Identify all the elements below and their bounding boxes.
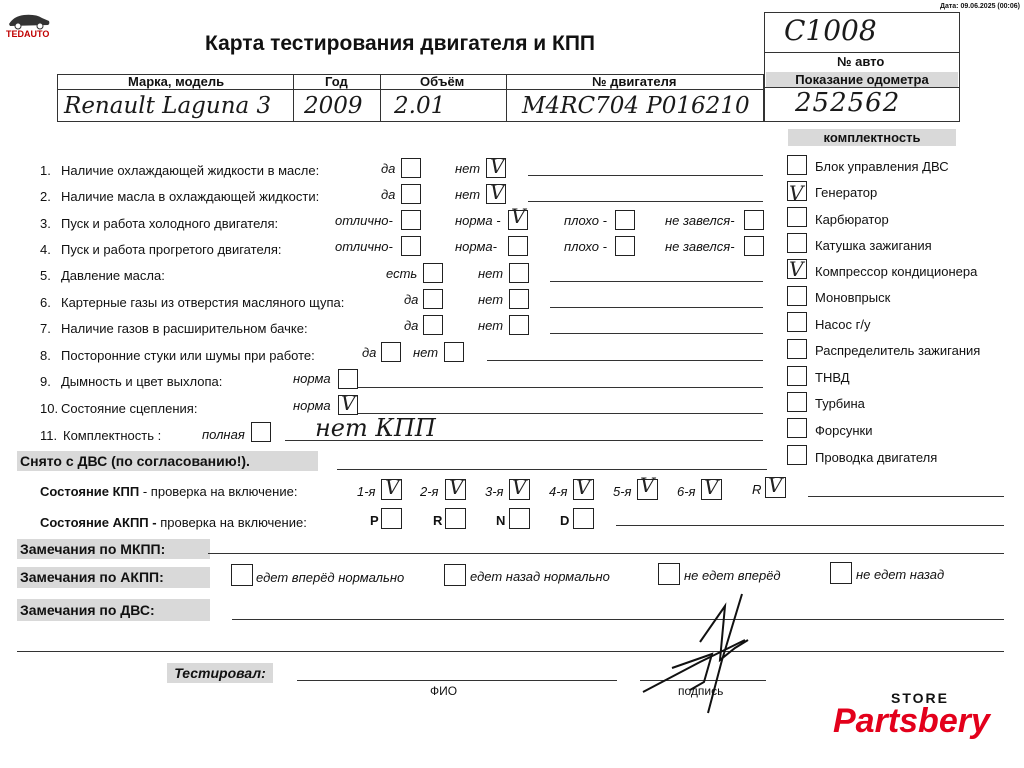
completeness-checkbox-3[interactable] [787,233,807,253]
akpp-label-rest: проверка на включение: [156,515,307,530]
akpp-n-label: N [496,513,506,528]
item-4-num: 4. [40,242,51,257]
akpp-n-checkbox[interactable] [509,508,530,529]
odometer-value: 252562 [795,88,901,118]
item-8-opt-no: нет [413,345,439,360]
akpp-no-forward-label: не едет вперёд [684,568,781,583]
gear-3-label: 3-я [485,484,504,499]
akpp-forward-ok-label: едет вперёд нормально [256,570,405,585]
completeness-item-9: Турбина [815,396,865,411]
kpp-label [40,484,297,499]
gear-5-label: 5-я [613,484,632,499]
gear-r-label: R [752,482,762,497]
item-5-no-checkbox[interactable] [509,263,529,283]
item-10-num: 10. [40,401,59,416]
akpp-label-bold: Состояние АКПП - [40,515,157,530]
item-6-yes-checkbox[interactable] [423,289,443,309]
kpp-label-rest: - проверка на включение: [139,484,298,499]
akpp-forward-ok-checkbox[interactable] [231,564,253,586]
item-11-full-checkbox[interactable] [251,422,271,442]
completeness-item-1: Генератор [815,185,878,200]
akpp-r-label: R [433,513,443,528]
akpp-no-backward-checkbox[interactable] [830,562,852,584]
item-4-excellent-checkbox[interactable] [401,236,421,256]
item-6-opt-no: нет [478,292,504,307]
item-10-opt-normal: норма [293,398,331,413]
item-4-opt-nostart: не завелся- [665,239,735,254]
completeness-item-0: Блок управления ДВС [815,159,949,174]
col-year: Год [325,74,348,89]
item-7-opt-no: нет [478,318,504,333]
store-text: STORE [891,690,949,706]
item-8-num: 8. [40,348,51,363]
item-2-opt-no: нет [455,187,481,202]
removed-header: Снято с ДВС (по согласованию!). [17,451,318,471]
completeness-checkbox-0[interactable] [787,155,807,175]
checkmark-icon: V [341,391,356,415]
gear-1-label: 1-я [357,484,376,499]
item-11-label: Комплектность : [63,428,162,443]
item-3-excellent-checkbox[interactable] [401,210,421,230]
item-8-label: Посторонние стуки или шумы при работе: [61,348,315,363]
checkmark-icon: V [511,204,526,228]
item-1-num: 1. [40,163,51,178]
logo-text: TEDAUTO [6,29,50,39]
item-1-opt-no: нет [455,161,481,176]
completeness-checkbox-6[interactable] [787,312,807,332]
checkmark-icon: V [490,180,505,204]
item-4-opt-bad: плохо - [564,239,607,254]
item-5-num: 5. [40,268,51,283]
item-10-label: Состояние сцепления: [61,401,198,416]
checkmark-icon: V [385,475,400,499]
completeness-header: комплектность [788,129,956,146]
col-make: Марка, модель [128,74,225,89]
kpp-label-bold: Состояние КПП [40,484,140,499]
item-5-opt-no: нет [478,266,504,281]
item-6-opt-yes: да [404,292,419,307]
completeness-item-7: Распределитель зажигания [815,343,981,358]
item-2-opt-yes: да [381,187,396,202]
checkmark-icon: V [789,181,804,205]
item-4-nostart-checkbox[interactable] [744,236,764,256]
checkmark-icon: V [704,475,719,499]
year-value: 2009 [304,93,363,119]
completeness-item-2: Карбюратор [815,212,889,227]
make-value: Renault Laguna 3 [64,93,272,119]
completeness-item-10: Форсунки [815,423,873,438]
item-3-nostart-checkbox[interactable] [744,210,764,230]
item-5-opt-yes: есть [386,266,418,281]
item-6-num: 6. [40,295,51,310]
remarks-akpp-label: Замечания по АКПП: [17,567,210,588]
item-7-num: 7. [40,321,51,336]
item-2-yes-checkbox[interactable] [401,184,421,204]
akpp-r-checkbox[interactable] [445,508,466,529]
item-3-num: 3. [40,216,51,231]
completeness-checkbox-5[interactable] [787,286,807,306]
item-4-bad-checkbox[interactable] [615,236,635,256]
checkmark-icon: V [512,475,527,499]
remarks-dvs-label: Замечания по ДВС: [17,599,210,621]
completeness-item-3: Катушка зажигания [815,238,932,253]
tedauto-logo [6,10,52,40]
akpp-p-checkbox[interactable] [381,508,402,529]
completeness-item-6: Насос г/у [815,317,871,332]
item-4-opt-normal: норма- [455,239,497,254]
item-11-opt-full: полная [202,427,245,442]
completeness-item-8: ТНВД [815,370,850,385]
item-3-bad-checkbox[interactable] [615,210,635,230]
item-11-num: 11. [40,428,58,443]
item-3-opt-excellent: отлично- [335,213,393,228]
akpp-p-label: P [370,513,379,528]
remarks-mkpp-label: Замечания по МКПП: [17,539,210,559]
akpp-d-label: D [560,513,570,528]
akpp-label [40,515,307,530]
fio-label: ФИО [430,684,458,698]
item-8-yes-checkbox[interactable] [381,342,401,362]
akpp-d-checkbox[interactable] [573,508,594,529]
item-7-label: Наличие газов в расширительном бачке: [61,321,308,336]
gear-4-label: 4-я [549,484,568,499]
item-3-opt-nostart: не завелся- [665,213,735,228]
volume-value: 2.01 [394,93,446,119]
item-1-label: Наличие охлаждающей жидкости в масле: [61,163,320,178]
col-volume: Объём [420,74,465,89]
completeness-checkbox-7[interactable] [787,339,807,359]
item-9-opt-normal: норма [293,371,331,386]
item-5-label: Давление масла: [61,268,165,283]
page-title: Карта тестирования двигателя и КПП [205,32,596,55]
stock-number: С1008 [784,14,877,47]
item-8-opt-yes: да [362,345,377,360]
item-4-opt-excellent: отлично- [335,239,393,254]
item-9-label: Дымность и цвет выхлопа: [61,374,223,389]
checkmark-icon: V [449,475,464,499]
car-icon [6,10,52,30]
item-2-num: 2. [40,189,51,204]
item-11-handwritten: нет КПП [315,414,436,442]
item-3-label: Пуск и работа холодного двигателя: [61,216,279,231]
item-1-opt-yes: да [381,161,396,176]
col-engine-no: № двигателя [592,74,677,89]
item-5-yes-checkbox[interactable] [423,263,443,283]
item-7-yes-checkbox[interactable] [423,315,443,335]
item-9-normal-checkbox[interactable] [338,369,358,389]
gear-2-label: 2-я [420,484,439,499]
completeness-checkbox-11[interactable] [787,445,807,465]
signature-label: подпись [678,684,724,698]
completeness-item-11: Проводка двигателя [815,450,938,465]
checkmark-icon: V [789,257,804,281]
completeness-item-5: Моновпрыск [815,290,891,305]
item-6-no-checkbox[interactable] [509,289,529,309]
item-2-label: Наличие масла в охлаждающей жидкости: [61,189,320,204]
akpp-backward-ok-label: едет назад нормально [470,569,610,584]
checkmark-icon: V [768,473,783,497]
item-9-num: 9. [40,374,51,389]
item-7-no-checkbox[interactable] [509,315,529,335]
checkmark-icon: V [640,473,655,497]
item-4-normal-checkbox[interactable] [508,236,528,256]
completeness-checkbox-8[interactable] [787,366,807,386]
completeness-checkbox-2[interactable] [787,207,807,227]
brand-text: Partsbery [833,702,990,740]
checkmark-icon: V [490,154,505,178]
akpp-backward-ok-checkbox[interactable] [444,564,466,586]
odometer-label: Показание одометра [766,72,958,87]
date-stamp: Дата: 09.06.2025 (00:06) [939,3,1020,10]
completeness-checkbox-9[interactable] [787,392,807,412]
item-1-yes-checkbox[interactable] [401,158,421,178]
item-3-opt-normal: норма - [455,213,501,228]
completeness-checkbox-10[interactable] [787,418,807,438]
car-number-label: № авто [837,54,885,69]
engine-no-value: M4RC704 P016210 [522,93,750,119]
item-8-no-checkbox[interactable] [444,342,464,362]
item-4-label: Пуск и работа прогретого двигателя: [61,242,282,257]
checkmark-icon: V [576,475,591,499]
tested-by-label: Тестировал: [167,663,273,683]
item-3-opt-bad: плохо - [564,213,607,228]
partsbery-logo [833,690,1008,750]
completeness-item-4: Компрессор кондиционера [815,264,978,279]
akpp-no-forward-checkbox[interactable] [658,563,680,585]
gear-6-label: 6-я [677,484,696,499]
item-6-label: Картерные газы из отверстия масляного щупа: [61,295,345,310]
item-7-opt-yes: да [404,318,419,333]
akpp-no-backward-label: не едет назад [856,567,945,582]
